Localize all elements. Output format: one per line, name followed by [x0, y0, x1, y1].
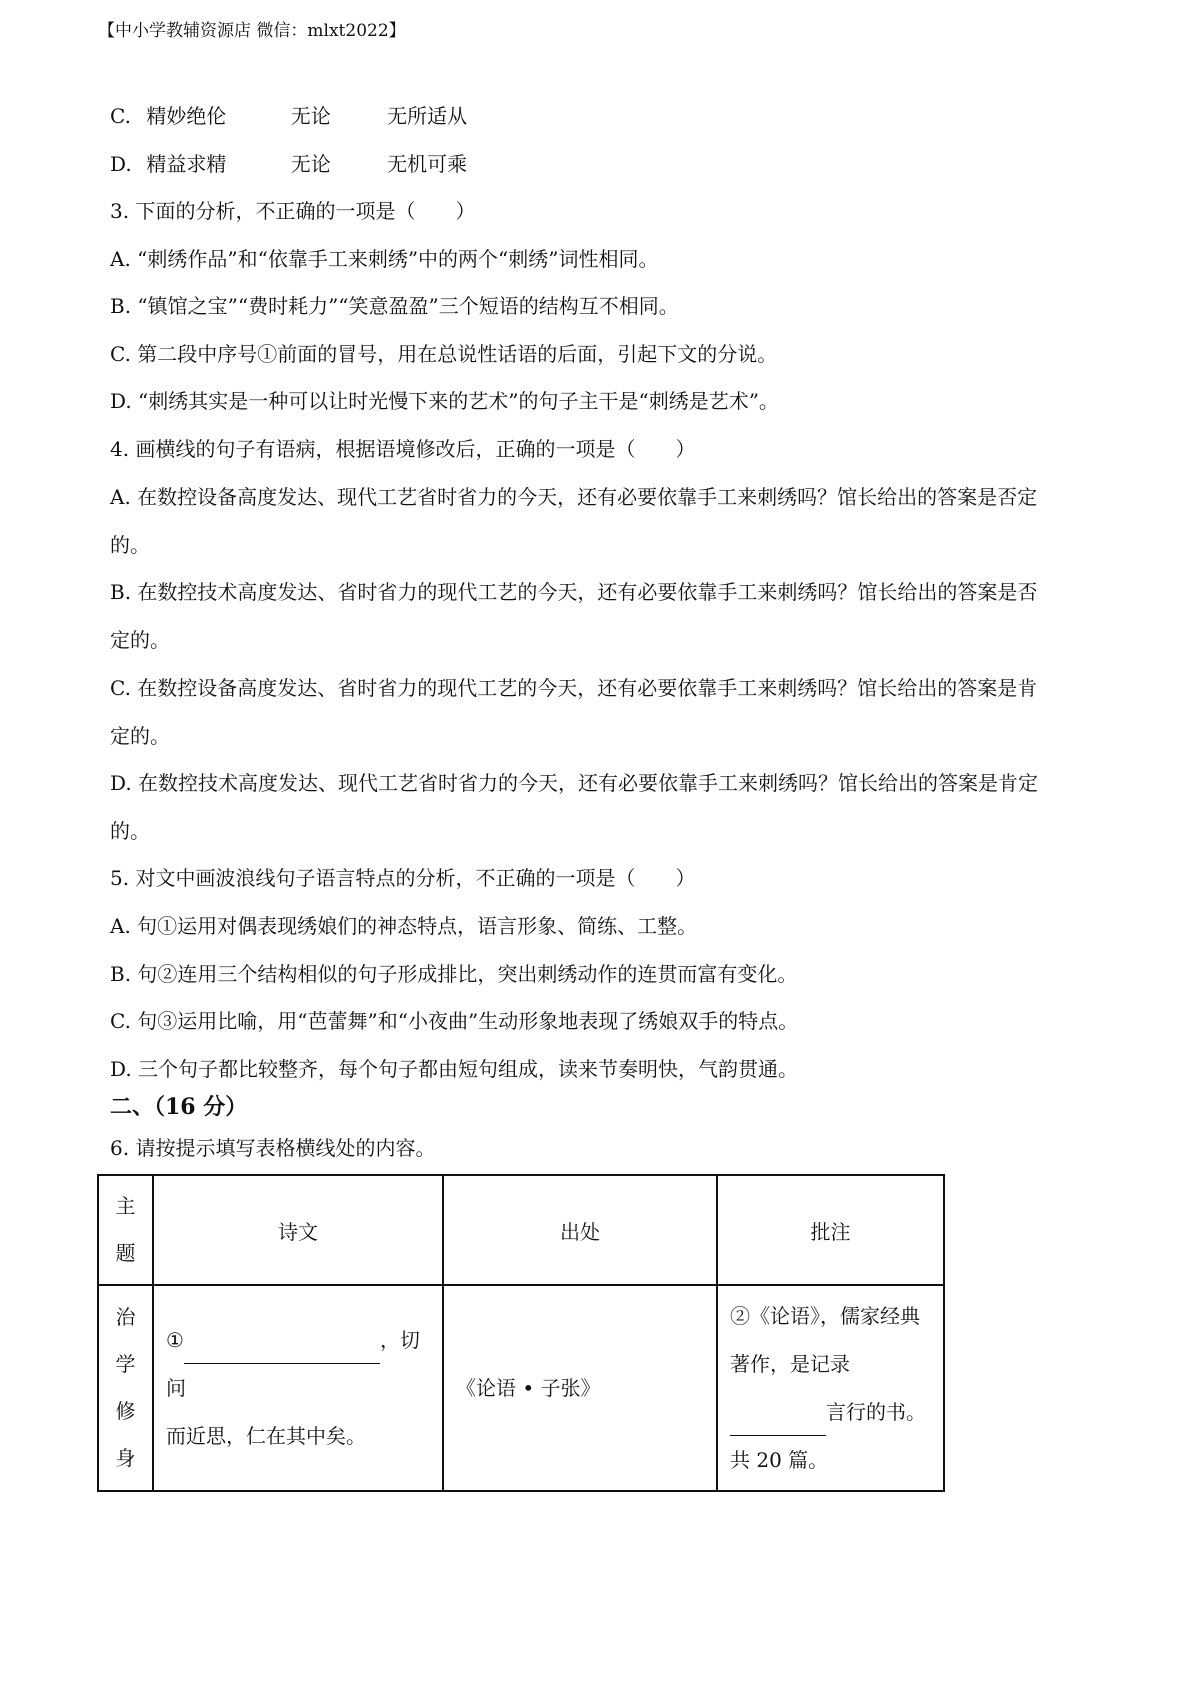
- q5-option-b: B. 句②连用三个结构相似的句子形成排比，突出刺绣动作的连贯而富有变化。: [110, 962, 798, 986]
- q4-option-c-cont: 定的。: [110, 724, 170, 748]
- header-source: 出处: [443, 1175, 717, 1285]
- blank-field-2[interactable]: [730, 1411, 826, 1436]
- header-note: 批注: [717, 1175, 944, 1285]
- poem-prefix: ①: [166, 1328, 184, 1352]
- note-line-1: ②《论语》，儒家经典: [730, 1304, 920, 1328]
- option-label: D.: [110, 152, 132, 176]
- q4-option-c: C. 在数控设备高度发达、省时省力的现代工艺的今天，还有必要依靠手工来刺绣吗？馆长给出的答案是肯: [110, 676, 1038, 700]
- section-title: 二、（16 分）: [110, 1094, 248, 1120]
- option-word-2: 无论: [290, 152, 331, 176]
- note-line-2: 著作，是记录: [730, 1352, 850, 1376]
- q4-option-d-cont: 的。: [110, 819, 150, 843]
- option-word-1: 精益求精: [146, 152, 227, 176]
- q3-option-c: C. 第二段中序号①前面的冒号，用在总说性话语的后面，引起下文的分说。: [110, 342, 778, 366]
- q2-option-c: [110, 102, 467, 130]
- q4-option-a-cont: 的。: [110, 533, 150, 557]
- q3-option-d: D. “刺绣其实是一种可以让时光慢下来的艺术”的句子主干是“刺绣是艺术”。: [110, 389, 779, 413]
- fill-in-table: [97, 1174, 945, 1492]
- row-note: [717, 1285, 944, 1491]
- q4-option-b: B. 在数控技术高度发达、省时省力的现代工艺的今天，还有必要依靠手工来刺绣吗？馆长给出的答案是否: [110, 580, 1038, 604]
- q5-option-a: A. 句①运用对偶表现绣娘们的神态特点，语言形象、简练、工整。: [110, 914, 698, 938]
- q5-option-c: C. 句③运用比喻，用“芭蕾舞”和“小夜曲”生动形象地表现了绣娘双手的特点。: [110, 1009, 799, 1033]
- option-word-3: 无机可乘: [387, 152, 468, 176]
- q6-prompt: 6. 请按提示填写表格横线处的内容。: [110, 1136, 436, 1160]
- option-label: C.: [110, 104, 131, 128]
- q4-option-a: A. 在数控设备高度发达、现代工艺省时省力的今天，还有必要依靠手工来刺绣吗？馆长给出的答案是否定: [110, 485, 1038, 509]
- header-theme-char: 题: [115, 1241, 136, 1265]
- q4-stem: 4. 画横线的句子有语病，根据语境修改后，正确的一项是（ ）: [110, 437, 696, 461]
- row-theme: [98, 1285, 153, 1491]
- q4-option-d: D. 在数控技术高度发达、现代工艺省时省力的今天，还有必要依靠手工来刺绣吗？馆长给出的答案是肯定: [110, 771, 1039, 795]
- note-line-4: 共 20 篇。: [730, 1448, 829, 1472]
- row-poem: [153, 1285, 443, 1491]
- q5-option-d: D. 三个句子都比较整齐，每个句子都由短句组成，读来节奏明快，气韵贯通。: [110, 1057, 799, 1081]
- blank-field-1[interactable]: [184, 1339, 380, 1364]
- q5-stem: 5. 对文中画波浪线句子语言特点的分析，不正确的一项是（ ）: [110, 866, 696, 890]
- option-word-1: 精妙绝伦: [146, 104, 227, 128]
- theme-char: 学: [115, 1352, 136, 1376]
- header-poem: 诗文: [153, 1175, 443, 1285]
- theme-char: 修: [115, 1399, 136, 1423]
- option-word-3: 无所适从: [387, 104, 468, 128]
- theme-char: 身: [115, 1446, 136, 1470]
- option-word-2: 无论: [290, 104, 331, 128]
- watermark: 【中小学教辅资源店 微信：mlxt2022】: [98, 21, 406, 41]
- theme-char: 治: [115, 1305, 136, 1329]
- q4-option-b-cont: 定的。: [110, 628, 170, 652]
- q2-option-d: [110, 150, 467, 178]
- row-source: 《论语 • 子张》: [443, 1285, 717, 1491]
- header-theme-char: 主: [115, 1194, 136, 1218]
- table-header-row: [98, 1175, 944, 1285]
- note-line-3: 言行的书。: [826, 1400, 926, 1424]
- header-theme: [98, 1175, 153, 1285]
- poem-suffix: ，切问: [166, 1328, 420, 1400]
- q3-option-b: B. “镇馆之宝”“费时耗力”“笑意盈盈”三个短语的结构互不相同。: [110, 294, 679, 318]
- q3-option-a: A. “刺绣作品”和“依靠手工来刺绣”中的两个“刺绣”词性相同。: [110, 247, 659, 271]
- q3-stem: 3. 下面的分析，不正确的一项是（ ）: [110, 199, 476, 223]
- poem-line-2: 而近思，仁在其中矣。: [166, 1424, 366, 1448]
- table-row: [98, 1285, 944, 1491]
